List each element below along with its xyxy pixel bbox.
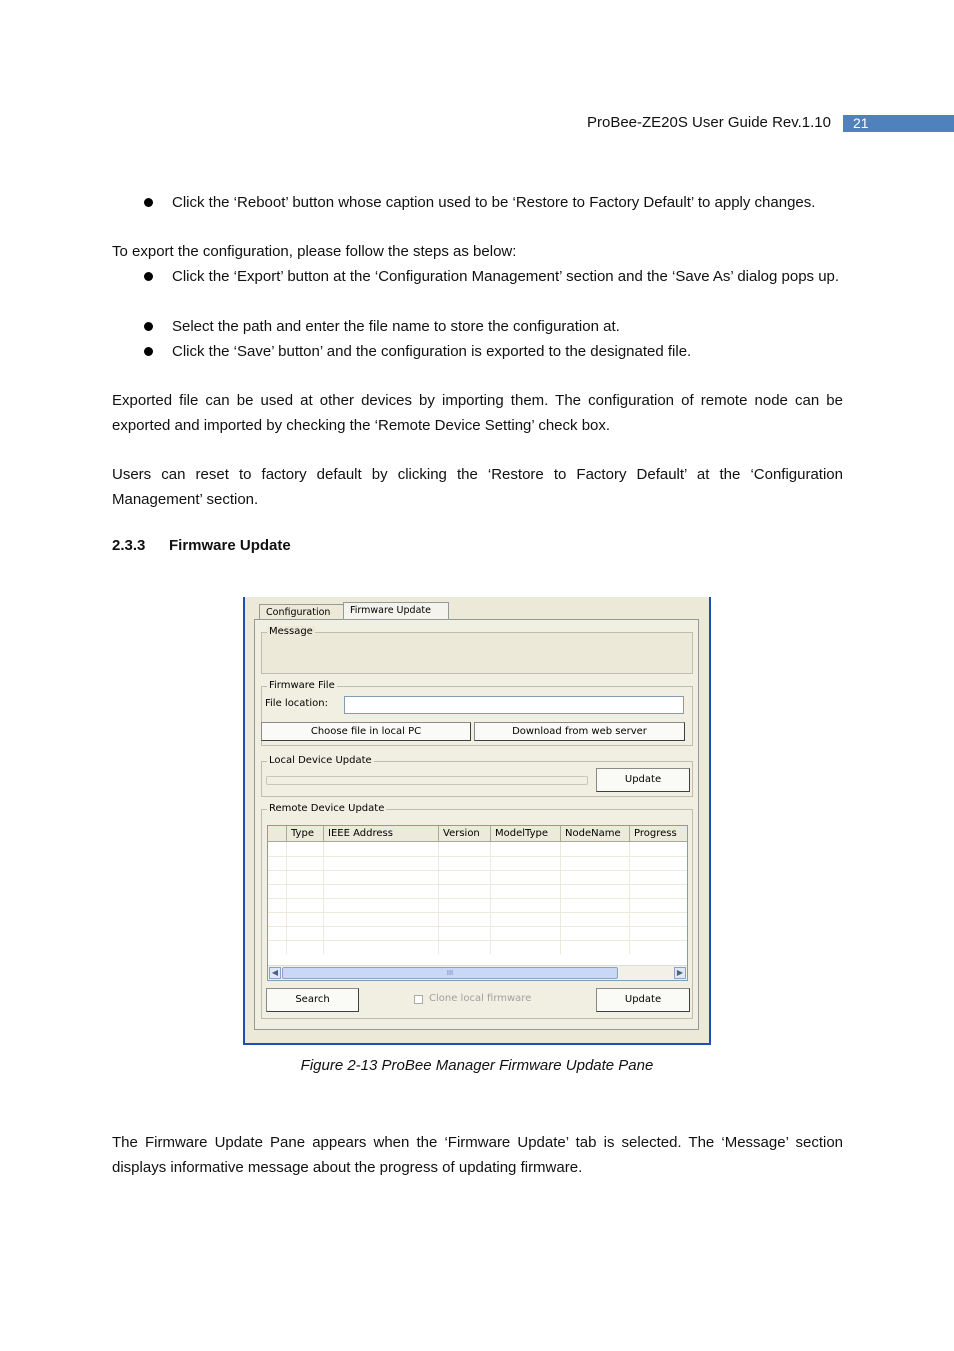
section-title: Firmware Update bbox=[169, 537, 291, 554]
section-number: 2.3.3 bbox=[112, 537, 146, 554]
grid-line bbox=[268, 898, 687, 899]
column-header-version[interactable]: Version bbox=[439, 826, 491, 842]
file-location-input[interactable] bbox=[344, 696, 684, 714]
firmware-update-pane bbox=[254, 619, 699, 1030]
horizontal-scrollbar[interactable] bbox=[268, 965, 687, 980]
list-item: Click the ‘Export’ button at the ‘Configuration Management’ section and the ‘Save As’ dialog pops up. bbox=[144, 264, 843, 289]
export-intro: To export the configuration, please follow the steps as below: bbox=[112, 243, 517, 260]
firmware-file-group-label: Firmware File bbox=[269, 680, 335, 691]
grid-line bbox=[268, 940, 687, 941]
column-header-node-name[interactable]: NodeName bbox=[561, 826, 630, 842]
firmware-file-group bbox=[261, 680, 693, 746]
section-heading bbox=[112, 537, 291, 554]
scroll-thumb[interactable]: III bbox=[282, 967, 618, 979]
message-group-label: Message bbox=[269, 626, 313, 637]
paragraph-reset: Users can reset to factory default by clicking the ‘Restore to Factory Default’ at the ‘Configuration Management’ section. bbox=[112, 466, 843, 508]
list-item: Click the ‘Reboot’ button whose caption used to be ‘Restore to Factory Default’ to apply changes. bbox=[144, 190, 843, 215]
bullet-icon bbox=[144, 347, 153, 356]
list-item: Select the path and enter the file name to store the configuration at. bbox=[144, 314, 843, 339]
message-group bbox=[261, 626, 693, 674]
figure-caption: Figure 2-13 ProBee Manager Firmware Update Pane bbox=[300, 1057, 654, 1074]
choose-local-file-button[interactable]: Choose file in local PC bbox=[261, 722, 471, 741]
remote-update-button[interactable]: Update bbox=[596, 988, 690, 1012]
file-location-label: File location: bbox=[265, 698, 328, 709]
remote-device-update-group bbox=[261, 803, 693, 1019]
paragraph-firmware-pane: The Firmware Update Pane appears when the ‘Firmware Update’ tab is selected. The ‘Message’ section displays informative message about the progress of updating firmware. bbox=[112, 1134, 843, 1176]
local-update-progress-bar bbox=[266, 776, 588, 785]
grid-line bbox=[268, 912, 687, 913]
column-header-progress[interactable]: Progress bbox=[630, 826, 688, 842]
document-header-title: ProBee-ZE20S User Guide Rev.1.10 bbox=[586, 114, 831, 131]
column-header-select[interactable] bbox=[268, 826, 287, 842]
grid-line bbox=[268, 926, 687, 927]
scroll-left-icon[interactable]: ◀ bbox=[269, 967, 281, 979]
clone-local-firmware-checkbox[interactable] bbox=[414, 995, 423, 1004]
bullet-icon bbox=[144, 272, 153, 281]
bullet-icon bbox=[144, 198, 153, 207]
paragraph-exported: Exported file can be used at other devices by importing them. The configuration of remote node can be exported and imported by checking the ‘Remote Device Setting’ check box. bbox=[112, 392, 843, 434]
grid-line bbox=[268, 870, 687, 871]
column-header-type[interactable]: Type bbox=[287, 826, 324, 842]
tab-configuration[interactable]: Configuration bbox=[259, 604, 345, 620]
local-device-update-group bbox=[261, 755, 693, 797]
remote-device-update-group-label: Remote Device Update bbox=[269, 803, 385, 814]
grid-line bbox=[268, 884, 687, 885]
search-button[interactable]: Search bbox=[266, 988, 359, 1012]
firmware-update-screenshot bbox=[243, 597, 711, 1045]
tab-firmware-update[interactable]: Firmware Update bbox=[343, 602, 449, 620]
local-device-update-group-label: Local Device Update bbox=[269, 755, 372, 766]
column-header-model-type[interactable]: ModelType bbox=[491, 826, 561, 842]
bullet-icon bbox=[144, 322, 153, 331]
column-header-ieee-address[interactable]: IEEE Address bbox=[324, 826, 439, 842]
clone-local-firmware-label: Clone local firmware bbox=[429, 993, 532, 1004]
grid-line bbox=[268, 856, 687, 857]
scroll-right-icon[interactable]: ▶ bbox=[674, 967, 686, 979]
remote-device-table bbox=[267, 825, 688, 981]
page-number-badge: 21 bbox=[843, 115, 954, 132]
download-web-server-button[interactable]: Download from web server bbox=[474, 722, 685, 741]
list-item: Click the ‘Save’ button’ and the configuration is exported to the designated file. bbox=[144, 339, 843, 364]
local-update-button[interactable]: Update bbox=[596, 768, 690, 792]
